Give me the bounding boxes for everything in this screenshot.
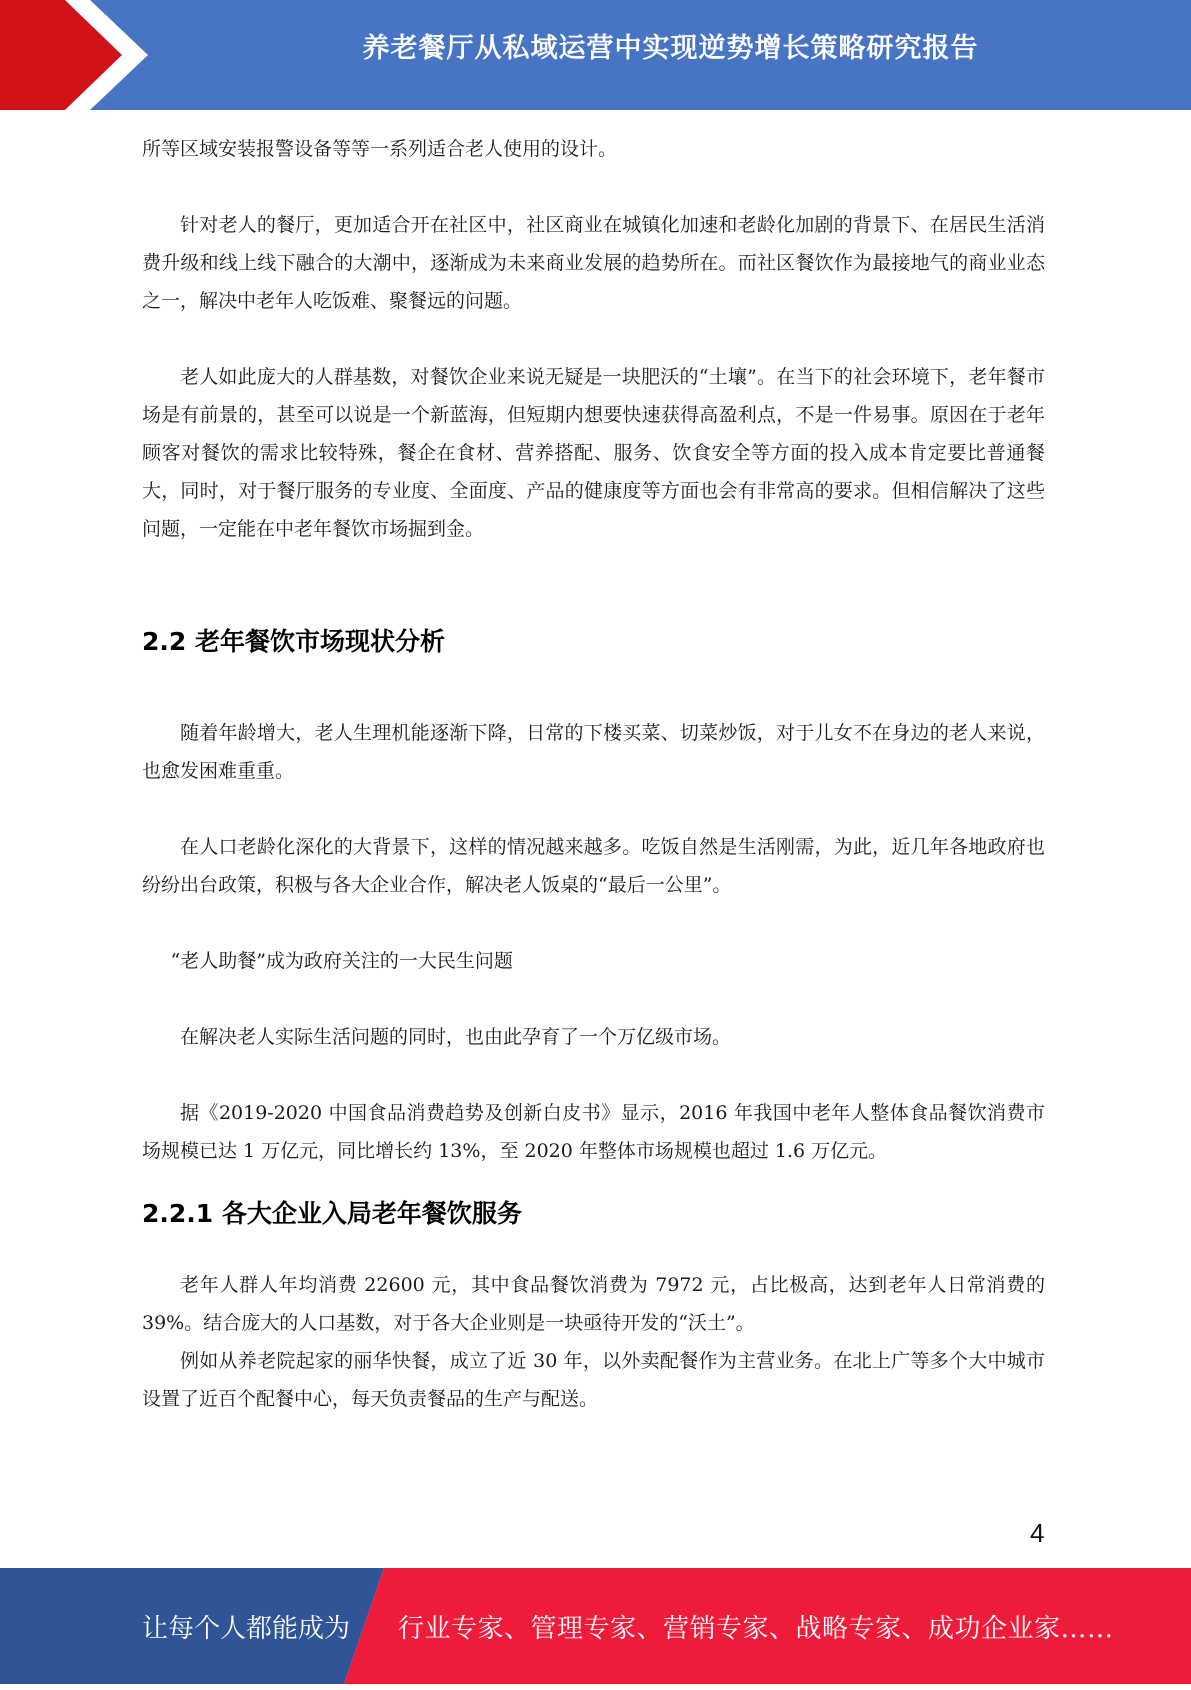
- subsection-heading: 2.2.1 各大企业入局老年餐饮服务: [142, 1199, 522, 1228]
- page-header: [0, 0, 1191, 110]
- paragraph: 例如从养老院起家的丽华快餐，成立了近 30 年，以外卖配餐作为主营业务。在北上广等多个大中城市设置了近百个配餐中心，每天负责餐品的生产与配送。: [142, 1350, 1045, 1410]
- footer-slogan-left: 让每个人都能成为: [142, 1614, 351, 1644]
- footer-slogan-right: 行业专家、管理专家、营销专家、战略专家、成功企业家……: [398, 1614, 1114, 1644]
- section-heading: 2.2 老年餐饮市场现状分析: [142, 627, 445, 656]
- page-number: 4: [1030, 1518, 1045, 1548]
- report-title: 养老餐厅从私域运营中实现逆势增长策略研究报告: [362, 33, 979, 64]
- paragraph: 据《2019-2020 中国食品消费趋势及创新白皮书》显示，2016 年我国中老年人整体食品餐饮消费市场规模已达 1 万亿元，同比增长约 13%，至 2020 年整体市场规模也超过 1.6 万亿元。: [142, 1102, 1045, 1162]
- paragraph: 老年人群人年均消费 22600 元，其中食品餐饮消费为 7972 元，占比极高，达到老年人日常消费的 39%。结合庞大的人口基数，对于各大企业则是一块亟待开发的“沃土”。: [142, 1274, 1045, 1334]
- paragraph: 老人如此庞大的人群基数，对餐饮企业来说无疑是一块肥沃的“土壤”。在当下的社会环境下，老年餐市场是有前景的，甚至可以说是一个新蓝海，但短期内想要快速获得高盈利点，不是一件易事。原因在于老年顾客对餐饮的需求比较特殊，餐企在食材、营养搭配、服务、饮食安全等方面的投入成本肯定要比普通餐大，同时，对于餐厅服务的专业度、全面度、产品的健康度等方面也会有非常高的要求。但相信解决了这些问题，一定能在中老年餐饮市场掘到金。: [142, 366, 1045, 540]
- paragraph: 在解决老人实际生活问题的同时，也由此孕育了一个万亿级市场。: [180, 1026, 732, 1048]
- paragraph: 在人口老龄化深化的大背景下，这样的情况越来越多。吃饭自然是生活刚需，为此，近几年各地政府也纷纷出台政策，积极与各大企业合作，解决老人饭桌的“最后一公里”。: [142, 836, 1045, 896]
- paragraph: 所等区域安装报警设备等等一系列适合老人使用的设计。: [142, 138, 618, 160]
- arrow-chevron-icon: [0, 0, 160, 110]
- paragraph: 随着年龄增大，老人生理机能逐渐下降，日常的下楼买菜、切菜炒饭，对于儿女不在身边的老人来说，也愈发困难重重。: [142, 722, 1045, 782]
- paragraph: “老人助餐”成为政府关注的一大民生问题: [170, 950, 513, 972]
- page-content: [142, 130, 1045, 1418]
- page-footer: [0, 1568, 1191, 1684]
- paragraph: 针对老人的餐厅，更加适合开在社区中，社区商业在城镇化加速和老龄化加剧的背景下、在居民生活消费升级和线上线下融合的大潮中，逐渐成为未来商业发展的趋势所在。而社区餐饮作为最接地气的商业业态之一，解决中老年人吃饭难、聚餐远的问题。: [142, 214, 1045, 312]
